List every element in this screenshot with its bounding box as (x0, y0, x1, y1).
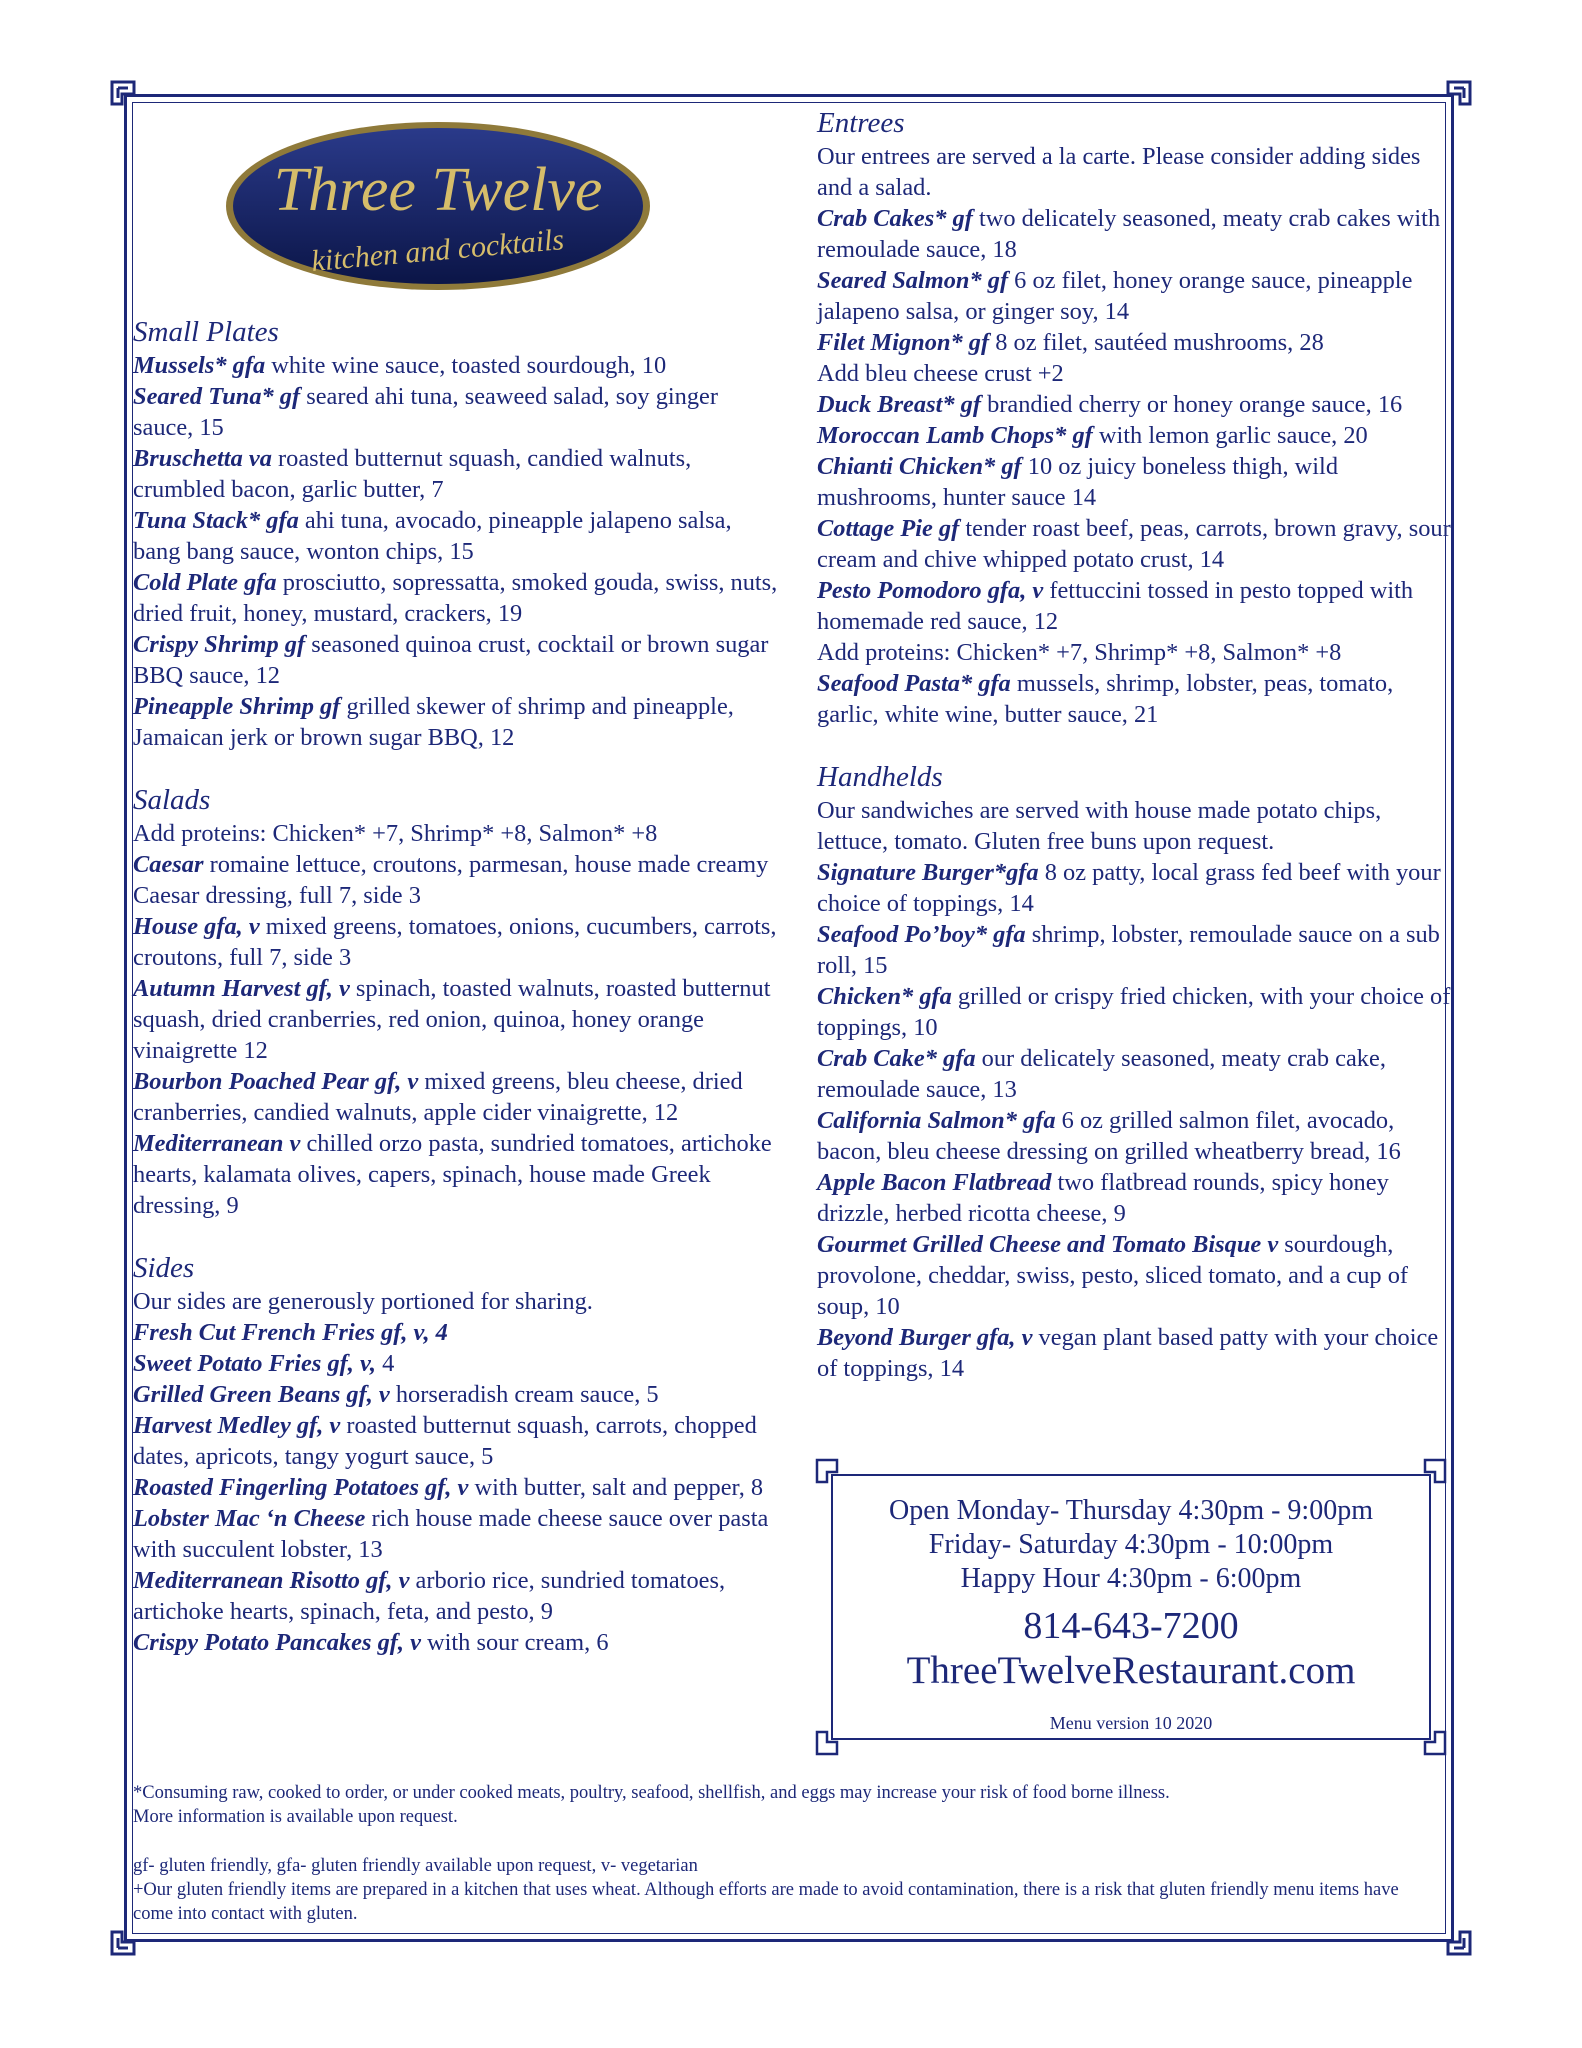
phone-number: 814-643-7200 (1023, 1605, 1239, 1647)
menu-item-name: Crispy Potato Pancakes gf, v (133, 1629, 421, 1656)
entrees-list (817, 203, 1457, 730)
menu-item-description: grilled skewer of shrimp and pineapple, Jamaican jerk or brown sugar BBQ, 12 (133, 693, 734, 751)
menu-item-name: California Salmon* gfa (817, 1107, 1056, 1134)
menu-item-description: white wine sauce, toasted sourdough, 10 (265, 352, 667, 379)
section-title-small-plates: Small Plates (133, 316, 279, 348)
menu-item (817, 265, 1457, 327)
menu-item-description: Add bleu cheese crust +2 (817, 360, 1064, 387)
menu-item-name: Tuna Stack* gfa (133, 507, 299, 534)
info-corner-top-right (1413, 1458, 1447, 1492)
sides-list (133, 1317, 783, 1658)
menu-item (817, 420, 1457, 451)
dietary-legend (133, 1854, 1423, 1926)
menu-item-name: Autumn Harvest gf, v (133, 975, 350, 1002)
logo-title: Three Twelve (273, 156, 603, 224)
warning-line-1: *Consuming raw, cooked to order, or under cooked meats, poultry, seafood, shellfish, and eggs may increase your risk of food borne illness. (133, 1783, 1170, 1803)
menu-item-description: with sour cream, 6 (420, 1629, 609, 1656)
restaurant-logo (222, 118, 654, 294)
menu-item (817, 451, 1457, 513)
menu-item (817, 575, 1457, 637)
menu-item (133, 849, 783, 911)
menu-item-name: Apple Bacon Flatbread (817, 1169, 1052, 1196)
menu-item (133, 1472, 783, 1503)
menu-item-name: Grilled Green Beans gf, v (133, 1381, 390, 1408)
menu-item-name: Chicken* gfa (817, 983, 952, 1010)
menu-item-name: Caesar (133, 851, 204, 878)
menu-item (817, 1229, 1457, 1322)
warning-line-2: More information is available upon request. (133, 1807, 458, 1827)
menu-item-description: tender roast beef, peas, carrots, brown gravy, sour cream and chive whipped potato crust, 14 (817, 515, 1451, 573)
menu-item-name: Chianti Chicken* gf (817, 453, 1022, 480)
left-column (133, 315, 783, 1658)
hours-contact-box (815, 1458, 1447, 1756)
menu-item-name: Seafood Pasta* gfa (817, 670, 1011, 697)
menu-item-description: seared ahi tuna, seaweed salad, soy ginger sauce, 15 (133, 383, 719, 441)
menu-item-description: mixed greens, tomatoes, onions, cucumbers, carrots, croutons, full 7, side 3 (133, 913, 777, 971)
menu-item-description: horseradish cream sauce, 5 (389, 1381, 659, 1408)
menu-item-description: our delicately seasoned, meaty crab cake, remoulade sauce, 13 (817, 1045, 1386, 1103)
menu-item-name: Bruschetta va (133, 445, 272, 472)
food-safety-warning (133, 1781, 1423, 1829)
menu-item (817, 358, 1457, 389)
menu-item (817, 981, 1457, 1043)
menu-item-description: roasted butternut squash, candied walnuts, crumbled bacon, garlic butter, 7 (133, 445, 692, 503)
right-column (817, 106, 1457, 1384)
menu-item-description: romaine lettuce, croutons, parmesan, house made creamy Caesar dressing, full 7, side 3 (133, 851, 769, 909)
legend-line: gf- gluten friendly, gfa- gluten friendly available upon request, v- vegetarian (133, 1856, 698, 1876)
menu-item (817, 1043, 1457, 1105)
menu-item (133, 1128, 783, 1221)
menu-item-description: prosciutto, sopressatta, smoked gouda, swiss, nuts, dried fruit, honey, mustard, crackers, 19 (133, 569, 778, 627)
menu-item-description: shrimp, lobster, remoulade sauce on a sub roll, 15 (817, 921, 1440, 979)
menu-item-name: Moroccan Lamb Chops* gf (817, 422, 1093, 449)
menu-item-name: Gourmet Grilled Cheese and Tomato Bisque v (817, 1231, 1279, 1258)
menu-item-name: Harvest Medley gf, v (133, 1412, 341, 1439)
menu-item-description: vegan plant based patty with your choice of toppings, 14 (817, 1324, 1439, 1382)
menu-item-description: rich house made cheese sauce over pasta with succulent lobster, 13 (133, 1505, 769, 1563)
menu-item-name: Mediterranean v (133, 1130, 301, 1157)
menu-item-description: two flatbread rounds, spicy honey drizzle, herbed ricotta cheese, 9 (817, 1169, 1389, 1227)
small-plates-list (133, 350, 783, 753)
menu-item (133, 1410, 783, 1472)
menu-item-name: House gfa, v (133, 913, 260, 940)
menu-item-name: Signature Burger*gfa (817, 859, 1039, 886)
menu-item-name: Mediterranean Risotto gf, v (133, 1567, 410, 1594)
handhelds-intro: Our sandwiches are served with house made potato chips, lettuce, tomato. Gluten free buns upon request. (817, 797, 1382, 855)
menu-item (133, 350, 783, 381)
menu-item (817, 327, 1457, 358)
menu-item-description: grilled or crispy fried chicken, with your choice of toppings, 10 (817, 983, 1451, 1041)
menu-item-description: mussels, shrimp, lobster, peas, tomato, garlic, white wine, butter sauce, 21 (817, 670, 1394, 728)
menu-item-name: Seared Salmon* gf (817, 267, 1009, 294)
menu-item (133, 567, 783, 629)
menu-item (133, 1379, 783, 1410)
menu-item-description: spinach, toasted walnuts, roasted butternut squash, dried cranberries, red onion, quinoa, honey orange vinaigrette 12 (133, 975, 771, 1064)
logo-subtitle: kitchen and cocktails (310, 223, 566, 278)
menu-item-description: 6 oz grilled salmon filet, avocado, bacon, bleu cheese dressing on grilled wheatberry bread, 16 (817, 1107, 1401, 1165)
section-title-sides: Sides (133, 1252, 195, 1284)
menu-item-name: Bourbon Poached Pear gf, v (133, 1068, 419, 1095)
menu-item-description: with lemon garlic sauce, 20 (1092, 422, 1368, 449)
website: ThreeTwelveRestaurant.com (906, 1649, 1356, 1692)
menu-item-description: arborio rice, sundried tomatoes, artichoke hearts, spinach, feta, and pesto, 9 (133, 1567, 726, 1625)
menu-item-description: 8 oz patty, local grass fed beef with your choice of toppings, 14 (817, 859, 1441, 917)
menu-item (817, 919, 1457, 981)
menu-item (817, 513, 1457, 575)
menu-item-name: Crab Cakes* gf (817, 205, 973, 232)
menu-item-name: Mussels* gfa (133, 352, 266, 379)
hours-weekday: Open Monday- Thursday 4:30pm - 9:00pm (889, 1495, 1373, 1526)
menu-item (817, 1105, 1457, 1167)
menu-item-name: Duck Breast* gf (817, 391, 981, 418)
menu-item (817, 857, 1457, 919)
menu-item-name: Crispy Shrimp gf (133, 631, 306, 658)
menu-item (133, 1317, 783, 1348)
menu-item (817, 668, 1457, 730)
salads-list (133, 849, 783, 1221)
menu-item (133, 1348, 783, 1379)
menu-item (133, 629, 783, 691)
corner-ornament-bottom-right (1438, 1922, 1472, 1956)
info-corner-top-left (815, 1458, 849, 1492)
menu-item-description: seasoned quinoa crust, cocktail or brown sugar BBQ sauce, 12 (133, 631, 769, 689)
menu-item (133, 973, 783, 1066)
happy-hour: Happy Hour 4:30pm - 6:00pm (960, 1563, 1302, 1594)
menu-item-description: two delicately seasoned, meaty crab cakes with remoulade sauce, 18 (817, 205, 1441, 263)
menu-item-name: Pineapple Shrimp gf (133, 693, 341, 720)
menu-item-name: Beyond Burger gfa, v (817, 1324, 1033, 1351)
entrees-intro: Our entrees are served a la carte. Please consider adding sides and a salad. (817, 143, 1421, 201)
menu-item (817, 203, 1457, 265)
menu-item-name: Cottage Pie gf (817, 515, 960, 542)
menu-item (817, 637, 1457, 668)
menu-item (133, 443, 783, 505)
menu-item (133, 505, 783, 567)
hours-block (815, 1494, 1447, 1596)
menu-item (133, 691, 783, 753)
menu-item (133, 1066, 783, 1128)
menu-item (133, 1565, 783, 1627)
sides-intro: Our sides are generously portioned for sharing. (133, 1288, 593, 1315)
menu-item-description: roasted butternut squash, carrots, chopped dates, apricots, tangy yogurt sauce, 5 (133, 1412, 757, 1470)
menu-item-description: ahi tuna, avocado, pineapple jalapeno salsa, bang bang sauce, wonton chips, 15 (133, 507, 732, 565)
menu-item-name: Seared Tuna* gf (133, 383, 301, 410)
menu-item-name: Sweet Potato Fries gf, v, (133, 1350, 376, 1377)
section-title-salads: Salads (133, 784, 211, 816)
section-title-entrees: Entrees (817, 107, 905, 139)
menu-item (133, 911, 783, 973)
menu-item (133, 1503, 783, 1565)
menu-item-name: Crab Cake* gfa (817, 1045, 976, 1072)
menu-item-description: 4 (375, 1350, 395, 1377)
salads-intro: Add proteins: Chicken* +7, Shrimp* +8, Salmon* +8 (133, 820, 658, 847)
menu-item-description: 6 oz filet, honey orange sauce, pineapple jalapeno salsa, or ginger soy, 14 (817, 267, 1413, 325)
menu-item-name: Seafood Po’boy* gfa (817, 921, 1026, 948)
menu-item-description: chilled orzo pasta, sundried tomatoes, artichoke hearts, kalamata olives, capers, spinach, house made Greek dressing, 9 (133, 1130, 772, 1219)
menu-item (133, 381, 783, 443)
menu-item-name: Pesto Pomodoro gfa, v (817, 577, 1044, 604)
menu-item-description: 10 oz juicy boneless thigh, wild mushrooms, hunter sauce 14 (817, 453, 1339, 511)
menu-item-name: Fresh Cut French Fries gf, v, 4 (133, 1319, 448, 1346)
menu-item-description: mixed greens, bleu cheese, dried cranberries, candied walnuts, apple cider vinaigrette, 12 (133, 1068, 743, 1126)
menu-item-description: Add proteins: Chicken* +7, Shrimp* +8, Salmon* +8 (817, 639, 1342, 666)
menu-item-name: Lobster Mac ‘n Cheese (133, 1505, 366, 1532)
menu-version: Menu version 10 2020 (1049, 1713, 1213, 1733)
menu-item-description: brandied cherry or honey orange sauce, 16 (980, 391, 1403, 418)
corner-ornament-bottom-left (110, 1922, 144, 1956)
menu-item (817, 1167, 1457, 1229)
menu-item (133, 1627, 783, 1658)
gluten-note: +Our gluten friendly items are prepared in a kitchen that uses wheat. Although efforts are made to avoid contamination, there is a risk that gluten friendly menu items have come into contact with gluten. (133, 1880, 1399, 1924)
menu-item-description: fettuccini tossed in pesto topped with homemade red sauce, 12 (817, 577, 1414, 635)
menu-item (817, 389, 1457, 420)
handhelds-list (817, 857, 1457, 1384)
menu-item-name: Filet Mignon* gf (817, 329, 990, 356)
menu-item-description: sourdough, provolone, cheddar, swiss, pesto, sliced tomato, and a cup of soup, 10 (817, 1231, 1409, 1320)
menu-item-name: Cold Plate gfa (133, 569, 277, 596)
menu-item-description: with butter, salt and pepper, 8 (468, 1474, 764, 1501)
menu-item (817, 1322, 1457, 1384)
hours-weekend: Friday- Saturday 4:30pm - 10:00pm (928, 1529, 1334, 1560)
menu-item-description: 8 oz filet, sautéed mushrooms, 28 (989, 329, 1324, 356)
menu-item-name: Roasted Fingerling Potatoes gf, v (133, 1474, 469, 1501)
corner-ornament-top-left (110, 80, 144, 114)
section-title-handhelds: Handhelds (817, 761, 943, 793)
